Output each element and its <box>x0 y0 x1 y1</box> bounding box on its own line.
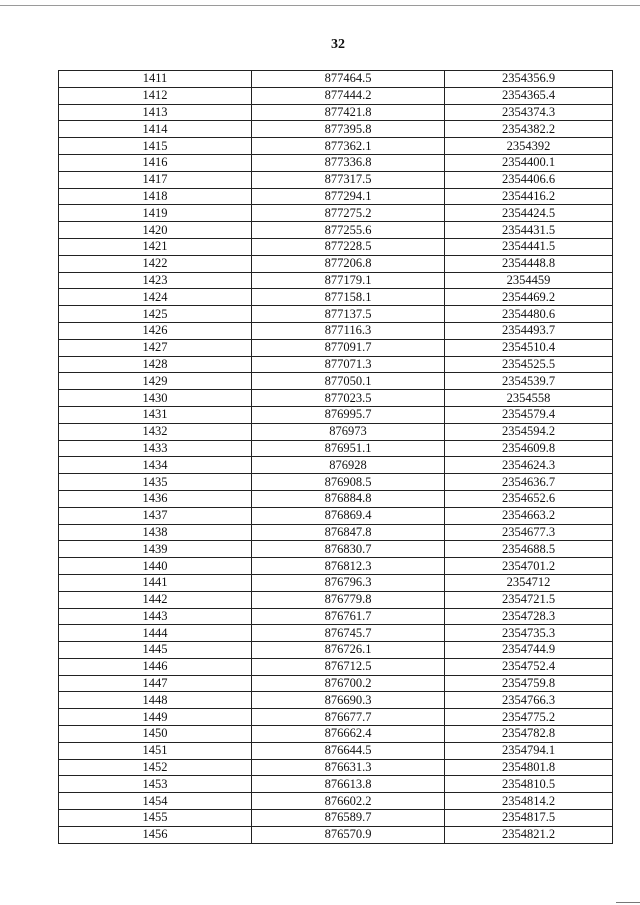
table-row <box>59 776 613 793</box>
y-coordinate-cell: 2354416.2 <box>445 188 613 205</box>
coordinates-table-body <box>59 71 613 844</box>
point-number-cell: 1440 <box>59 558 252 575</box>
point-number-cell: 1454 <box>59 793 252 810</box>
y-coordinate-cell: 2354701.2 <box>445 558 613 575</box>
point-number-cell: 1417 <box>59 171 252 188</box>
y-coordinate-cell: 2354652.6 <box>445 490 613 507</box>
table-row <box>59 490 613 507</box>
y-coordinate-cell: 2354424.5 <box>445 205 613 222</box>
y-coordinate-cell: 2354441.5 <box>445 238 613 255</box>
point-number-cell: 1446 <box>59 658 252 675</box>
table-row <box>59 71 613 88</box>
point-number-cell: 1455 <box>59 810 252 827</box>
x-coordinate-cell: 876928 <box>252 457 445 474</box>
point-number-cell: 1416 <box>59 154 252 171</box>
table-row <box>59 726 613 743</box>
x-coordinate-cell: 876662.4 <box>252 726 445 743</box>
y-coordinate-cell: 2354431.5 <box>445 222 613 239</box>
y-coordinate-cell: 2354721.5 <box>445 591 613 608</box>
table-row <box>59 87 613 104</box>
y-coordinate-cell: 2354374.3 <box>445 104 613 121</box>
point-number-cell: 1425 <box>59 306 252 323</box>
point-number-cell: 1433 <box>59 440 252 457</box>
point-number-cell: 1449 <box>59 709 252 726</box>
table-row <box>59 709 613 726</box>
x-coordinate-cell: 876869.4 <box>252 507 445 524</box>
point-number-cell: 1447 <box>59 675 252 692</box>
table-row <box>59 457 613 474</box>
x-coordinate-cell: 876712.5 <box>252 658 445 675</box>
x-coordinate-cell: 876796.3 <box>252 574 445 591</box>
x-coordinate-cell: 876644.5 <box>252 742 445 759</box>
table-row <box>59 574 613 591</box>
y-coordinate-cell: 2354382.2 <box>445 121 613 138</box>
x-coordinate-cell: 876995.7 <box>252 406 445 423</box>
y-coordinate-cell: 2354794.1 <box>445 742 613 759</box>
y-coordinate-cell: 2354712 <box>445 574 613 591</box>
x-coordinate-cell: 876884.8 <box>252 490 445 507</box>
table-row <box>59 373 613 390</box>
x-coordinate-cell: 876690.3 <box>252 692 445 709</box>
point-number-cell: 1442 <box>59 591 252 608</box>
point-number-cell: 1439 <box>59 541 252 558</box>
point-number-cell: 1453 <box>59 776 252 793</box>
point-number-cell: 1413 <box>59 104 252 121</box>
x-coordinate-cell: 877275.2 <box>252 205 445 222</box>
table-row <box>59 742 613 759</box>
x-coordinate-cell: 877317.5 <box>252 171 445 188</box>
x-coordinate-cell: 876908.5 <box>252 474 445 491</box>
table-row <box>59 423 613 440</box>
x-coordinate-cell: 876779.8 <box>252 591 445 608</box>
table-row <box>59 356 613 373</box>
y-coordinate-cell: 2354594.2 <box>445 423 613 440</box>
table-row <box>59 759 613 776</box>
y-coordinate-cell: 2354801.8 <box>445 759 613 776</box>
table-row <box>59 591 613 608</box>
x-coordinate-cell: 877444.2 <box>252 87 445 104</box>
point-number-cell: 1451 <box>59 742 252 759</box>
point-number-cell: 1428 <box>59 356 252 373</box>
y-coordinate-cell: 2354810.5 <box>445 776 613 793</box>
table-row <box>59 541 613 558</box>
x-coordinate-cell: 877362.1 <box>252 138 445 155</box>
corner-mark <box>616 902 640 903</box>
x-coordinate-cell: 877023.5 <box>252 390 445 407</box>
table-row <box>59 104 613 121</box>
table-row <box>59 171 613 188</box>
point-number-cell: 1418 <box>59 188 252 205</box>
y-coordinate-cell: 2354609.8 <box>445 440 613 457</box>
y-coordinate-cell: 2354821.2 <box>445 826 613 843</box>
table-row <box>59 255 613 272</box>
y-coordinate-cell: 2354480.6 <box>445 306 613 323</box>
point-number-cell: 1452 <box>59 759 252 776</box>
table-row <box>59 339 613 356</box>
y-coordinate-cell: 2354728.3 <box>445 608 613 625</box>
y-coordinate-cell: 2354406.6 <box>445 171 613 188</box>
table-row <box>59 810 613 827</box>
y-coordinate-cell: 2354493.7 <box>445 322 613 339</box>
y-coordinate-cell: 2354579.4 <box>445 406 613 423</box>
table-row <box>59 289 613 306</box>
table-row <box>59 406 613 423</box>
x-coordinate-cell: 877137.5 <box>252 306 445 323</box>
x-coordinate-cell: 877179.1 <box>252 272 445 289</box>
x-coordinate-cell: 876570.9 <box>252 826 445 843</box>
x-coordinate-cell: 876973 <box>252 423 445 440</box>
x-coordinate-cell: 877050.1 <box>252 373 445 390</box>
x-coordinate-cell: 876602.2 <box>252 793 445 810</box>
x-coordinate-cell: 877336.8 <box>252 154 445 171</box>
point-number-cell: 1435 <box>59 474 252 491</box>
x-coordinate-cell: 877464.5 <box>252 71 445 88</box>
y-coordinate-cell: 2354817.5 <box>445 810 613 827</box>
point-number-cell: 1436 <box>59 490 252 507</box>
y-coordinate-cell: 2354356.9 <box>445 71 613 88</box>
x-coordinate-cell: 876726.1 <box>252 642 445 659</box>
x-coordinate-cell: 876677.7 <box>252 709 445 726</box>
y-coordinate-cell: 2354624.3 <box>445 457 613 474</box>
table-row <box>59 474 613 491</box>
page-number: 32 <box>331 37 345 52</box>
point-number-cell: 1426 <box>59 322 252 339</box>
point-number-cell: 1456 <box>59 826 252 843</box>
top-rule <box>0 5 640 6</box>
y-coordinate-cell: 2354735.3 <box>445 625 613 642</box>
table-row <box>59 675 613 692</box>
table-row <box>59 440 613 457</box>
table-row <box>59 121 613 138</box>
table-row <box>59 222 613 239</box>
y-coordinate-cell: 2354663.2 <box>445 507 613 524</box>
x-coordinate-cell: 876761.7 <box>252 608 445 625</box>
y-coordinate-cell: 2354459 <box>445 272 613 289</box>
x-coordinate-cell: 877158.1 <box>252 289 445 306</box>
y-coordinate-cell: 2354392 <box>445 138 613 155</box>
table-row <box>59 558 613 575</box>
y-coordinate-cell: 2354539.7 <box>445 373 613 390</box>
point-number-cell: 1414 <box>59 121 252 138</box>
point-number-cell: 1421 <box>59 238 252 255</box>
y-coordinate-cell: 2354766.3 <box>445 692 613 709</box>
y-coordinate-cell: 2354775.2 <box>445 709 613 726</box>
x-coordinate-cell: 877071.3 <box>252 356 445 373</box>
point-number-cell: 1423 <box>59 272 252 289</box>
x-coordinate-cell: 876830.7 <box>252 541 445 558</box>
table-row <box>59 138 613 155</box>
table-row <box>59 658 613 675</box>
table-row <box>59 154 613 171</box>
point-number-cell: 1444 <box>59 625 252 642</box>
table-row <box>59 642 613 659</box>
table-row <box>59 826 613 843</box>
point-number-cell: 1427 <box>59 339 252 356</box>
y-coordinate-cell: 2354510.4 <box>445 339 613 356</box>
x-coordinate-cell: 876812.3 <box>252 558 445 575</box>
table-row <box>59 306 613 323</box>
x-coordinate-cell: 877395.8 <box>252 121 445 138</box>
table-row <box>59 322 613 339</box>
point-number-cell: 1420 <box>59 222 252 239</box>
y-coordinate-cell: 2354365.4 <box>445 87 613 104</box>
y-coordinate-cell: 2354677.3 <box>445 524 613 541</box>
y-coordinate-cell: 2354558 <box>445 390 613 407</box>
point-number-cell: 1429 <box>59 373 252 390</box>
x-coordinate-cell: 876847.8 <box>252 524 445 541</box>
x-coordinate-cell: 877294.1 <box>252 188 445 205</box>
x-coordinate-cell: 877421.8 <box>252 104 445 121</box>
point-number-cell: 1415 <box>59 138 252 155</box>
x-coordinate-cell: 876631.3 <box>252 759 445 776</box>
point-number-cell: 1431 <box>59 406 252 423</box>
point-number-cell: 1424 <box>59 289 252 306</box>
table-row <box>59 692 613 709</box>
x-coordinate-cell: 877206.8 <box>252 255 445 272</box>
point-number-cell: 1450 <box>59 726 252 743</box>
point-number-cell: 1434 <box>59 457 252 474</box>
point-number-cell: 1430 <box>59 390 252 407</box>
table-row <box>59 608 613 625</box>
point-number-cell: 1443 <box>59 608 252 625</box>
table-row <box>59 188 613 205</box>
point-number-cell: 1422 <box>59 255 252 272</box>
y-coordinate-cell: 2354759.8 <box>445 675 613 692</box>
x-coordinate-cell: 876745.7 <box>252 625 445 642</box>
y-coordinate-cell: 2354400.1 <box>445 154 613 171</box>
point-number-cell: 1437 <box>59 507 252 524</box>
x-coordinate-cell: 876613.8 <box>252 776 445 793</box>
x-coordinate-cell: 877091.7 <box>252 339 445 356</box>
table-row <box>59 238 613 255</box>
x-coordinate-cell: 876589.7 <box>252 810 445 827</box>
coordinates-table <box>58 70 613 844</box>
point-number-cell: 1432 <box>59 423 252 440</box>
table-row <box>59 205 613 222</box>
point-number-cell: 1412 <box>59 87 252 104</box>
y-coordinate-cell: 2354744.9 <box>445 642 613 659</box>
y-coordinate-cell: 2354469.2 <box>445 289 613 306</box>
y-coordinate-cell: 2354782.8 <box>445 726 613 743</box>
point-number-cell: 1419 <box>59 205 252 222</box>
y-coordinate-cell: 2354525.5 <box>445 356 613 373</box>
point-number-cell: 1448 <box>59 692 252 709</box>
table-row <box>59 272 613 289</box>
point-number-cell: 1438 <box>59 524 252 541</box>
x-coordinate-cell: 877116.3 <box>252 322 445 339</box>
table-row <box>59 507 613 524</box>
x-coordinate-cell: 876951.1 <box>252 440 445 457</box>
x-coordinate-cell: 876700.2 <box>252 675 445 692</box>
y-coordinate-cell: 2354636.7 <box>445 474 613 491</box>
table-row <box>59 625 613 642</box>
point-number-cell: 1411 <box>59 71 252 88</box>
point-number-cell: 1445 <box>59 642 252 659</box>
y-coordinate-cell: 2354752.4 <box>445 658 613 675</box>
x-coordinate-cell: 877228.5 <box>252 238 445 255</box>
x-coordinate-cell: 877255.6 <box>252 222 445 239</box>
y-coordinate-cell: 2354448.8 <box>445 255 613 272</box>
table-row <box>59 793 613 810</box>
table-row <box>59 524 613 541</box>
point-number-cell: 1441 <box>59 574 252 591</box>
y-coordinate-cell: 2354688.5 <box>445 541 613 558</box>
table-row <box>59 390 613 407</box>
y-coordinate-cell: 2354814.2 <box>445 793 613 810</box>
